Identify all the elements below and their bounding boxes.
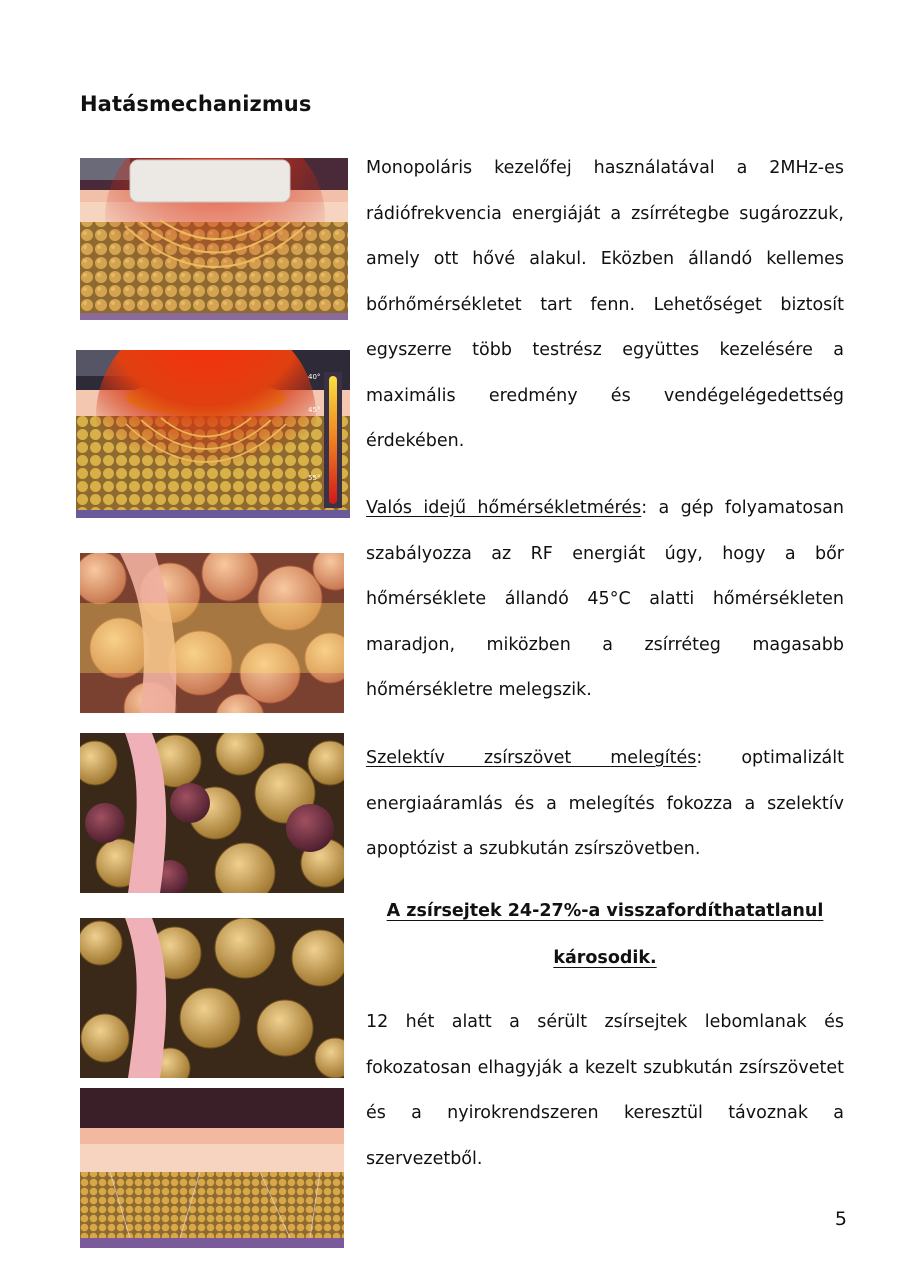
term-realtime-temperature: Valós idejű hőmérsékletmérés (366, 498, 642, 518)
image-fat-cells-reduced (80, 918, 344, 1078)
term-selective-heating: Szelektív zsírszövet melegítés (366, 748, 697, 768)
thermometer-label-top: 40° (308, 373, 321, 381)
paragraph-mechanism: Monopoláris kezelőfej használatával a 2MHz-es rádiófrekvencia energiáját a zsírrétegbe sugározzuk, amely ott hővé alakul. Eközben állandó kellemes bőrhőmérsékletet tart fenn. Lehetőséget biztosít egyszerre több testrész együttes kezelésére a maximális eredmény és vendégelégedettség érdekében. (366, 158, 844, 451)
highlight-text: A zsírsejtek 24-27%-a visszafordíthatatlanul károsodik. (386, 901, 824, 968)
highlight-statement (366, 888, 844, 982)
image-thermal-measurement (76, 350, 350, 518)
paragraph-selective-heating-text: : optimalizált energiaáramlás és a melegítés fokozza a szelektív apoptózist a szubkután zsírszövetben. (366, 748, 844, 859)
image-rf-probe-heating (80, 158, 348, 320)
image-skin-after-treatment (80, 1088, 344, 1248)
paragraph-temperature (366, 486, 844, 714)
thermometer-label-bottom: 55° (308, 474, 321, 482)
thermometer-label-mid: 45° (308, 406, 321, 414)
page-number: 5 (834, 1208, 847, 1230)
paragraph-selective-heating (366, 736, 844, 873)
paragraph-temperature-text: : a gép folyamatosan szabályozza az RF energiát úgy, hogy a bőr hőmérséklete állandó 45°C alatti hőmérsékleten maradjon, miközben a zsírréteg magasabb hőmérsékletre melegszik. (366, 498, 844, 700)
image-fat-cells-apoptosis (80, 733, 344, 893)
paragraph-result: 12 hét alatt a sérült zsírsejtek lebomlanak és fokozatosan elhagyják a kezelt szubkután zsírszövetet és a nyirokrendszeren keresztül távoznak a szervezetből. (366, 1012, 844, 1169)
image-fat-cells-warming (80, 553, 344, 713)
page-title: Hatásmechanizmus (80, 92, 312, 116)
